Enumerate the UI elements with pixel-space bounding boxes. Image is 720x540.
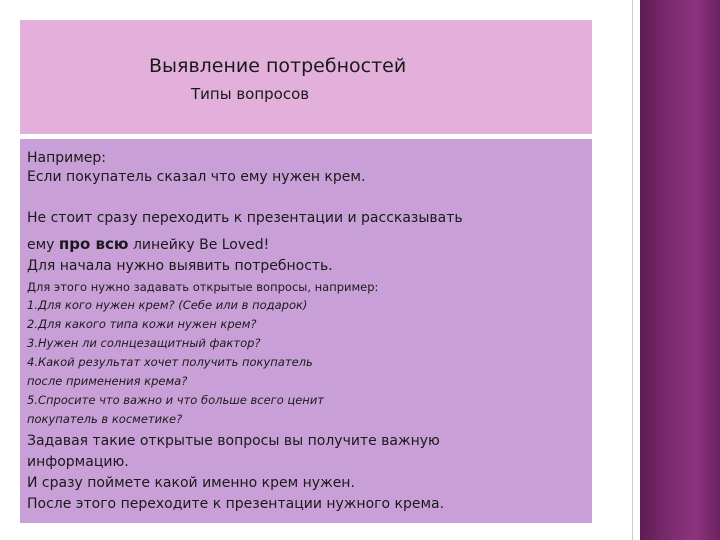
question-5-continued: покупатель в косметике?	[27, 412, 183, 426]
advice-text-continued	[27, 236, 269, 253]
advice-text: Не стоит сразу переходить к презентации и рассказывать	[27, 210, 463, 226]
advice-pre: ему	[27, 237, 59, 253]
slide-subtitle: Типы вопросов	[191, 85, 310, 103]
question-4: 4.Какой результат хочет получить покупатель	[27, 355, 313, 369]
example-heading: Например:	[27, 150, 107, 166]
question-5: 5.Спросите что важно и что больше всего ценит	[27, 393, 324, 407]
need-text: Для начала нужно выявить потребность.	[27, 258, 333, 274]
conclusion-text: И сразу поймете какой именно крем нужен.	[27, 475, 355, 491]
question-1: 1.Для кого нужен крем? (Себе или в подарок)	[27, 298, 308, 312]
advice-emphasis: про всю	[58, 235, 129, 253]
decorative-side-panel	[640, 0, 720, 540]
example-text: Если покупатель сказал что ему нужен крем.	[27, 169, 366, 185]
summary-text-continued: информацию.	[27, 454, 129, 470]
questions-intro: Для этого нужно задавать открытые вопросы, например:	[27, 280, 379, 294]
question-2: 2.Для какого типа кожи нужен крем?	[27, 317, 257, 331]
side-divider	[632, 0, 633, 540]
advice-post: линейку Be Loved!	[128, 237, 270, 253]
slide-title: Выявление потребностей	[149, 55, 407, 77]
final-text: После этого переходите к презентации нужного крема.	[27, 496, 445, 512]
summary-text: Задавая такие открытые вопросы вы получите важную	[27, 433, 440, 449]
question-4-continued: после применения крема?	[27, 374, 188, 388]
title-box	[20, 20, 592, 134]
question-3: 3.Нужен ли солнцезащитный фактор?	[27, 336, 261, 350]
